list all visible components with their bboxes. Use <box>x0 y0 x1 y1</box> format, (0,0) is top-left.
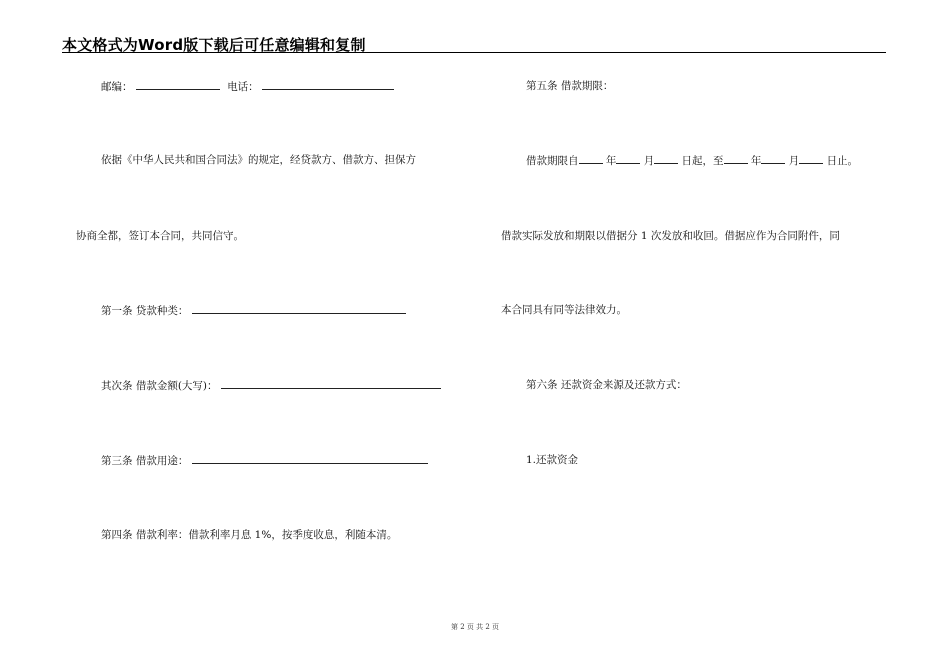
article1-line <box>101 303 406 318</box>
postal-label: 邮编： <box>101 81 133 93</box>
term-line <box>526 153 858 168</box>
article3-label: 第三条 借款用途： <box>101 455 189 467</box>
end-year-blank <box>724 153 748 164</box>
article2-line <box>101 378 441 393</box>
phone-blank <box>262 79 394 90</box>
start-year-label: 年 <box>605 155 617 167</box>
end-year-label: 年 <box>750 155 762 167</box>
start-month-blank <box>616 153 640 164</box>
document-header-title: 本文格式为Word版下载后可任意编辑和复制 <box>62 36 366 54</box>
article6-line: 第六条 还款资金来源及还款方式： <box>526 379 687 391</box>
page-footer: 第 2 页 共 2 页 <box>450 623 500 631</box>
article5-line: 第五条 借款期限： <box>526 80 614 92</box>
article1-label: 第一条 贷款种类： <box>101 305 189 317</box>
article2-label: 其次条 借款金额(大写)： <box>101 380 218 392</box>
consult-line: 协商全都，签订本合同，共同信守。 <box>76 230 244 242</box>
start-day-blank <box>654 153 678 164</box>
basis-line: 依据《中华人民共和国合同法》的规定，经贷款方、借款方、担保方 <box>101 154 416 166</box>
postal-phone-line <box>101 79 394 94</box>
header-divider <box>62 52 886 53</box>
end-day-blank <box>799 153 823 164</box>
end-month-label: 月 <box>788 155 800 167</box>
start-month-label: 月 <box>643 155 655 167</box>
article3-line <box>101 453 428 468</box>
postal-blank <box>136 79 220 90</box>
article4-line: 第四条 借款利率：借款利率月息 1%，按季度收息，利随本清。 <box>101 529 398 541</box>
term-from-label: 借款期限自 <box>526 155 579 167</box>
start-day-label: 日起，至 <box>681 155 724 167</box>
end-day-label: 日止。 <box>826 155 859 167</box>
end-month-blank <box>761 153 785 164</box>
effect-line: 本合同具有同等法律效力。 <box>501 304 627 316</box>
start-year-blank <box>579 153 603 164</box>
amount-blank <box>221 378 441 389</box>
loan-type-blank <box>192 303 406 314</box>
phone-label: 电话： <box>227 81 259 93</box>
disburse-line: 借款实际发放和期限以借据分 1 次发放和收回。借据应作为合同附件，同 <box>501 230 840 242</box>
repayment-item-1: 1.还款资金 <box>526 454 579 466</box>
purpose-blank <box>192 453 428 464</box>
